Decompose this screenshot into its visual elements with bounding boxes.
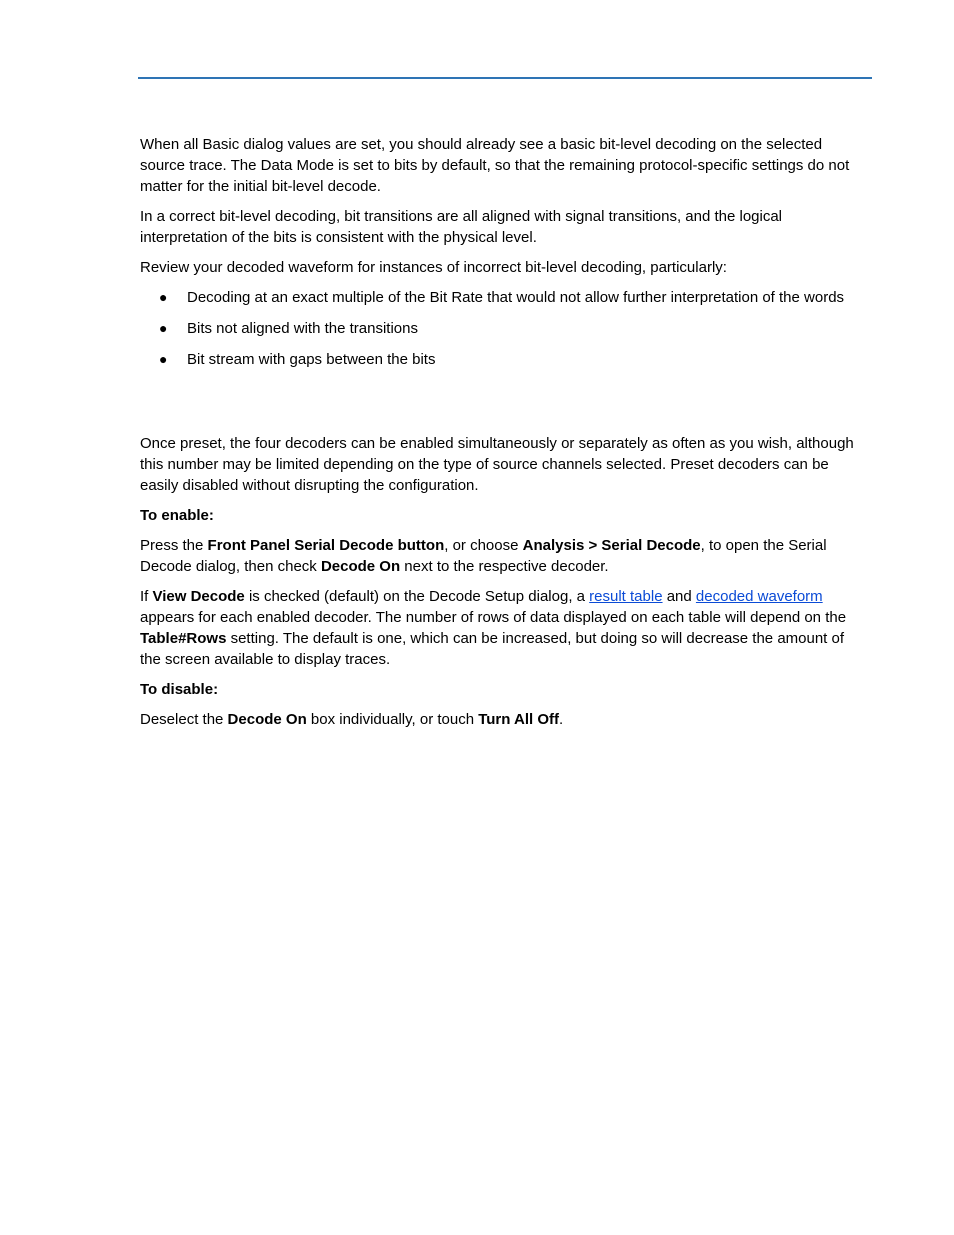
bullet-icon: ●: [159, 351, 168, 367]
enable-text-3: , to open the Serial Decode dialog, then check: [140, 537, 827, 575]
turn-all-off-label: Turn All Off: [478, 711, 560, 728]
paragraph-correct-decoding: In a correct bit-level decoding, bit transitions are all aligned with signal transitions, and the logical interpretation of the bits is consistent with the physical level.: [140, 208, 783, 246]
section-spacer: [140, 380, 868, 433]
list-item: [140, 349, 868, 370]
view-text-2: is checked (default) on the Decode Setup dialog, a: [244, 588, 590, 605]
view-text-3: and: [662, 588, 696, 605]
enable-text-1: Press the: [140, 537, 208, 554]
enable-text-2: , or choose: [444, 537, 523, 554]
enable-text-4: next to the respective decoder.: [400, 558, 609, 575]
paragraph-enable-steps: [140, 535, 868, 577]
document-body: [140, 134, 868, 739]
decoded-waveform-link[interactable]: decoded waveform: [695, 588, 823, 605]
incorrect-decoding-list: [140, 287, 868, 370]
front-panel-button-label: Front Panel Serial Decode button: [207, 537, 445, 554]
view-text-5: setting. The default is one, which can be increased, but doing so will decrease the amount of the screen available to display traces.: [140, 630, 845, 668]
disable-text-1: Deselect the: [140, 711, 228, 728]
table-rows-label: Table#Rows: [140, 630, 227, 647]
paragraph-basic-values: When all Basic dialog values are set, you should already see a basic bit-level decoding on the selected source trace. The Data Mode is set to bits by default, so that the remaining protocol-specific settings do not matter for the initial bit-level decode.: [140, 136, 850, 195]
list-item-text: Bits not aligned with the transitions: [187, 320, 418, 337]
paragraph-review-waveform: Review your decoded waveform for instances of incorrect bit-level decoding, particularly:: [140, 259, 727, 276]
heading-to-enable: To enable:: [140, 507, 214, 524]
paragraph-view-decode: [140, 586, 868, 670]
view-text-4: appears for each enabled decoder. The number of rows of data displayed on each table will depend on the: [140, 609, 847, 626]
list-item: [140, 318, 868, 339]
bullet-icon: ●: [159, 289, 168, 305]
result-table-link[interactable]: result table: [589, 588, 663, 605]
list-item-text: Bit stream with gaps between the bits: [187, 351, 436, 368]
paragraph-disable-steps: [140, 709, 868, 730]
bullet-icon: ●: [159, 320, 168, 336]
list-item: [140, 287, 868, 308]
view-text-1: If: [140, 588, 153, 605]
view-decode-label: View Decode: [152, 588, 245, 605]
paragraph-preset-decoders: Once preset, the four decoders can be enabled simultaneously or separately as often as you wish, although this number may be limited depending on the type of source channels selected. Preset decoders can be easily disabled without disrupting the configuration.: [140, 435, 854, 494]
header-rule: [138, 77, 872, 79]
disable-text-2: box individually, or touch: [306, 711, 479, 728]
decode-on-label: Decode On: [320, 558, 401, 575]
list-item-text: Decoding at an exact multiple of the Bit Rate that would not allow further interpretation of the words: [187, 289, 845, 306]
analysis-menu-path: Analysis > Serial Decode: [522, 537, 701, 554]
decode-on-label: Decode On: [227, 711, 307, 728]
disable-text-3: .: [559, 711, 564, 728]
heading-to-disable: To disable:: [140, 681, 219, 698]
